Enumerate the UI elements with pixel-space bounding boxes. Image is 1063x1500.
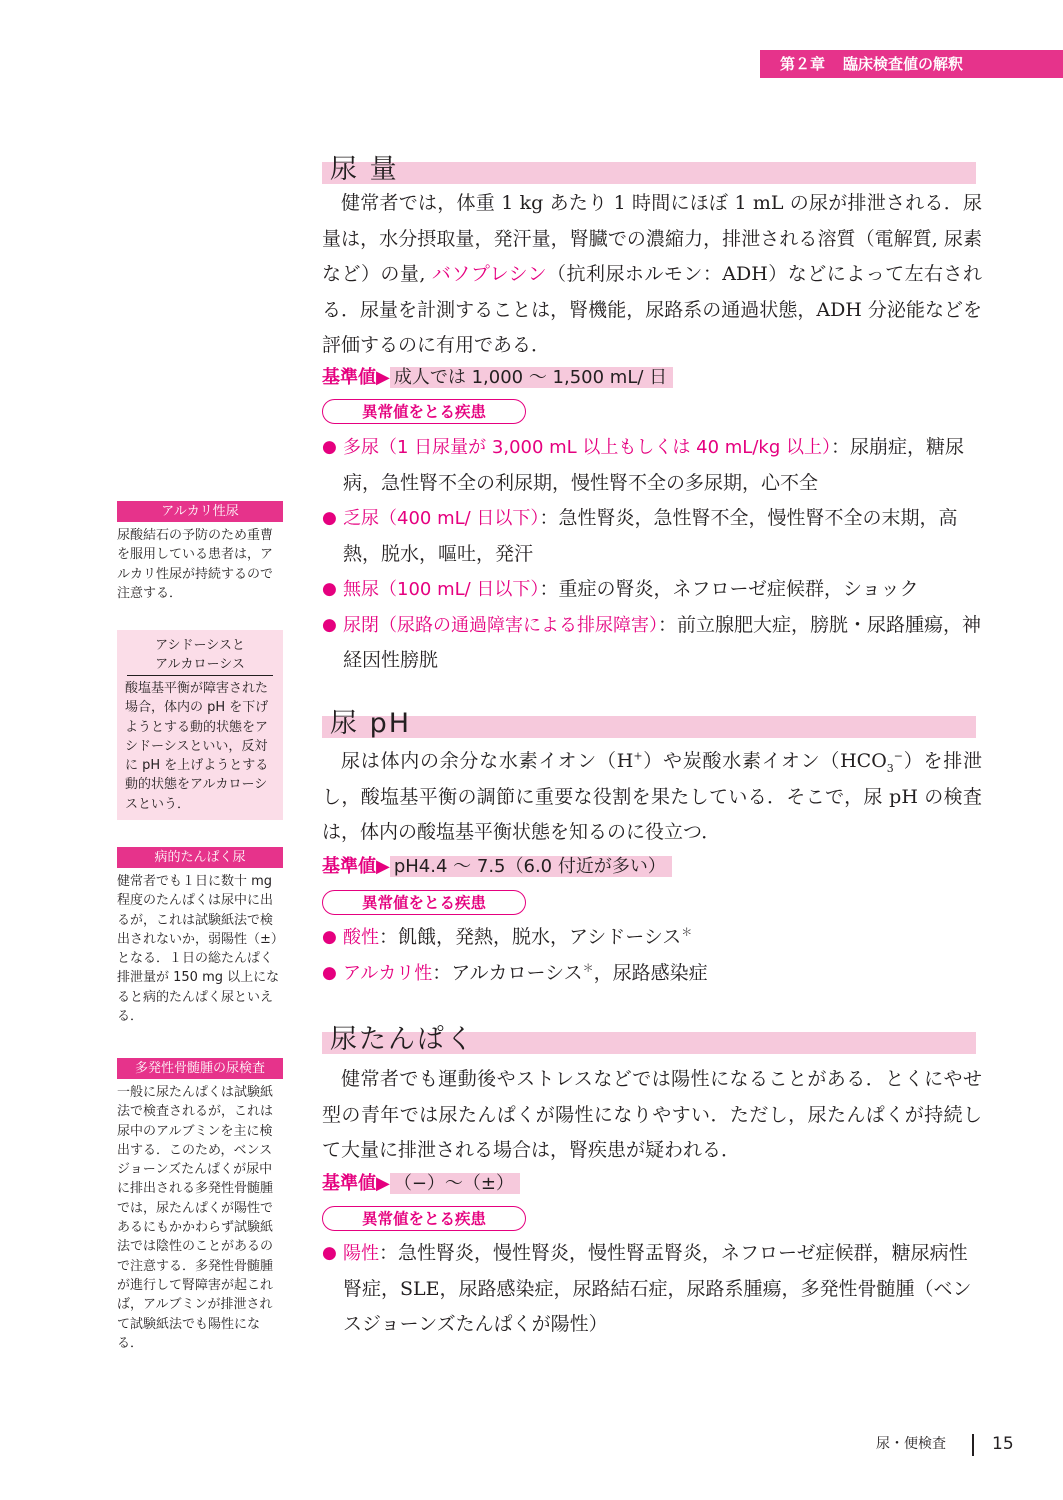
abnormal-disease-label: 異常値をとる疾患 (322, 1206, 526, 1231)
list-item: ● 無尿（100 mL/ 日以下）：重症の腎炎，ネフローゼ症候群，ショック (322, 578, 919, 600)
sidebar-note-acidosis (117, 630, 283, 820)
section-heading-urine-ph (322, 692, 976, 738)
abnormal-disease-label: 異常値をとる疾患 (322, 399, 526, 424)
note-title: 病的たんぱく尿 (117, 847, 283, 868)
sidebar-note-pathologic-proteinuria (117, 847, 283, 1026)
reference-value-urine-volume: 基準値▶ 成人では 1,000 〜 1,500 mL/ 日 (322, 364, 673, 392)
page-number: 15 (992, 1434, 1014, 1454)
chapter-title: 臨床検査値の解釈 (843, 55, 964, 73)
list-item: ● 尿閉（尿路の通過障害による排尿障害）：前立腺肥大症，膀胱・尿路腫瘍，神経因性膀胱 (322, 613, 982, 671)
reference-value-urine-protein: 基準値▶ （−）〜（±） (322, 1170, 520, 1198)
paragraph-urine-protein: 健常者でも運動後やストレスなどでは陽性になることがある．とくにやせ型の青年では尿たんぱくが陽性になりやすい．ただし，尿たんぱくが持続して大量に排泄される場合は，腎疾患が疑われる． (322, 1068, 982, 1161)
chapter-header-tab (760, 50, 1063, 78)
abnormal-disease-label: 異常値をとる疾患 (322, 890, 526, 915)
footer-section-name: 尿・便検査 (876, 1436, 946, 1452)
sidebar-note-alkaline-urine (117, 501, 283, 603)
disease-list-urine-volume (322, 430, 982, 679)
note-body: 酸塩基平衡が障害された場合，体内の pH を下げようとする動的状態をアシドーシスといい，反対に pH を上げようとする動的状態をアルカローシスという． (125, 681, 269, 812)
section-title: 尿 pH (330, 708, 412, 739)
paragraph-urine-ph: 尿は体内の余分な水素イオン（H+）や炭酸水素イオン$(HCO_3^-)$を排泄し，酸塩基平衡の調節に重要な役割を果たしている．そこで，尿 pH の検査は，体内の酸塩基平衡状態を知るのに役立つ． (322, 749, 982, 843)
note-title: アシドーシスと アルカローシス (127, 636, 273, 676)
list-item: ● 陽性：急性腎炎，慢性腎炎，慢性腎盂腎炎，ネフローゼ症候群，糖尿病性腎症，SLE，尿路感染症，尿路結石症，尿路系腫瘍，多発性骨髄腫（ベンスジョーンズたんぱくが陽性） (322, 1242, 972, 1335)
section-heading-urine-protein (322, 1008, 976, 1054)
footer-divider (972, 1434, 974, 1456)
section-heading-urine-volume (322, 138, 976, 184)
sidebar-note-myeloma (117, 1058, 283, 1353)
note-body: 一般に尿たんぱくは試験紙法で検査されるが，これは尿中のアルブミンを主に検出する．このため，ベンスジョーンズたんぱくが尿中に排出される多発性骨髄腫では，尿たんぱくが陽性であるにもかかわらず試験紙法では陰性のことがあるので注意する．多発性骨髄腫が進行して腎障害が起これば，アルブミンが排泄されて試験紙法でも陽性になる． (117, 1085, 274, 1351)
note-title: 多発性骨髄腫の尿検査 (117, 1058, 283, 1079)
list-item: ● アルカリ性：アルカローシス＊，尿路感染症 (322, 961, 708, 984)
list-item: ● 酸性：飢餓，発熱，脱水，アシドーシス＊ (322, 925, 693, 948)
disease-list-urine-protein (322, 1236, 982, 1343)
list-item: ● 乏尿（400 mL/ 日以下）：急性腎炎，急性腎不全，慢性腎不全の末期，高熱，脱水，嘔吐，発汗 (322, 507, 958, 565)
paragraph-urine-volume: 健常者では，体重 1 kg あたり 1 時間にほぼ 1 mL の尿が排泄される．尿量は，水分摂取量，発汗量，腎臓での濃縮力，排泄される溶質（電解質, 尿素など）の量, バソプレシン（抗利尿ホルモン：ADH）などによって左右される．尿量を計測することは，腎機能，尿路系の通過状態，ADH 分泌能などを評価するのに有用である． (322, 192, 982, 356)
note-body: 健常者でも１日に数十 mg 程度のたんぱくは尿中に出るが，これは試験紙法で検出されないか，弱陽性（±）となる．１日の総たんぱく排泄量が 150 mg 以上になると病的たんぱく尿といえる． (117, 874, 280, 1025)
note-title: アルカリ性尿 (117, 501, 283, 522)
disease-list-urine-ph (322, 920, 982, 991)
reference-value-urine-ph: 基準値▶ pH4.4 〜 7.5（6.0 付近が多い） (322, 853, 672, 881)
section-title: 尿たんぱく (330, 1024, 475, 1055)
note-body: 尿酸結石の予防のため重曹を服用している患者は，アルカリ性尿が持続するので注意する． (117, 528, 274, 601)
list-item: ● 多尿（1 日尿量が 3,000 mL 以上もしくは 40 mL/kg 以上）：尿崩症，糖尿病，急性腎不全の利尿期，慢性腎不全の多尿期，心不全 (322, 436, 964, 494)
section-title: 尿 量 (330, 154, 399, 185)
chapter-number: 第２章 (780, 55, 826, 73)
highlight-term-vasopressin: バソプレシン (431, 263, 548, 285)
